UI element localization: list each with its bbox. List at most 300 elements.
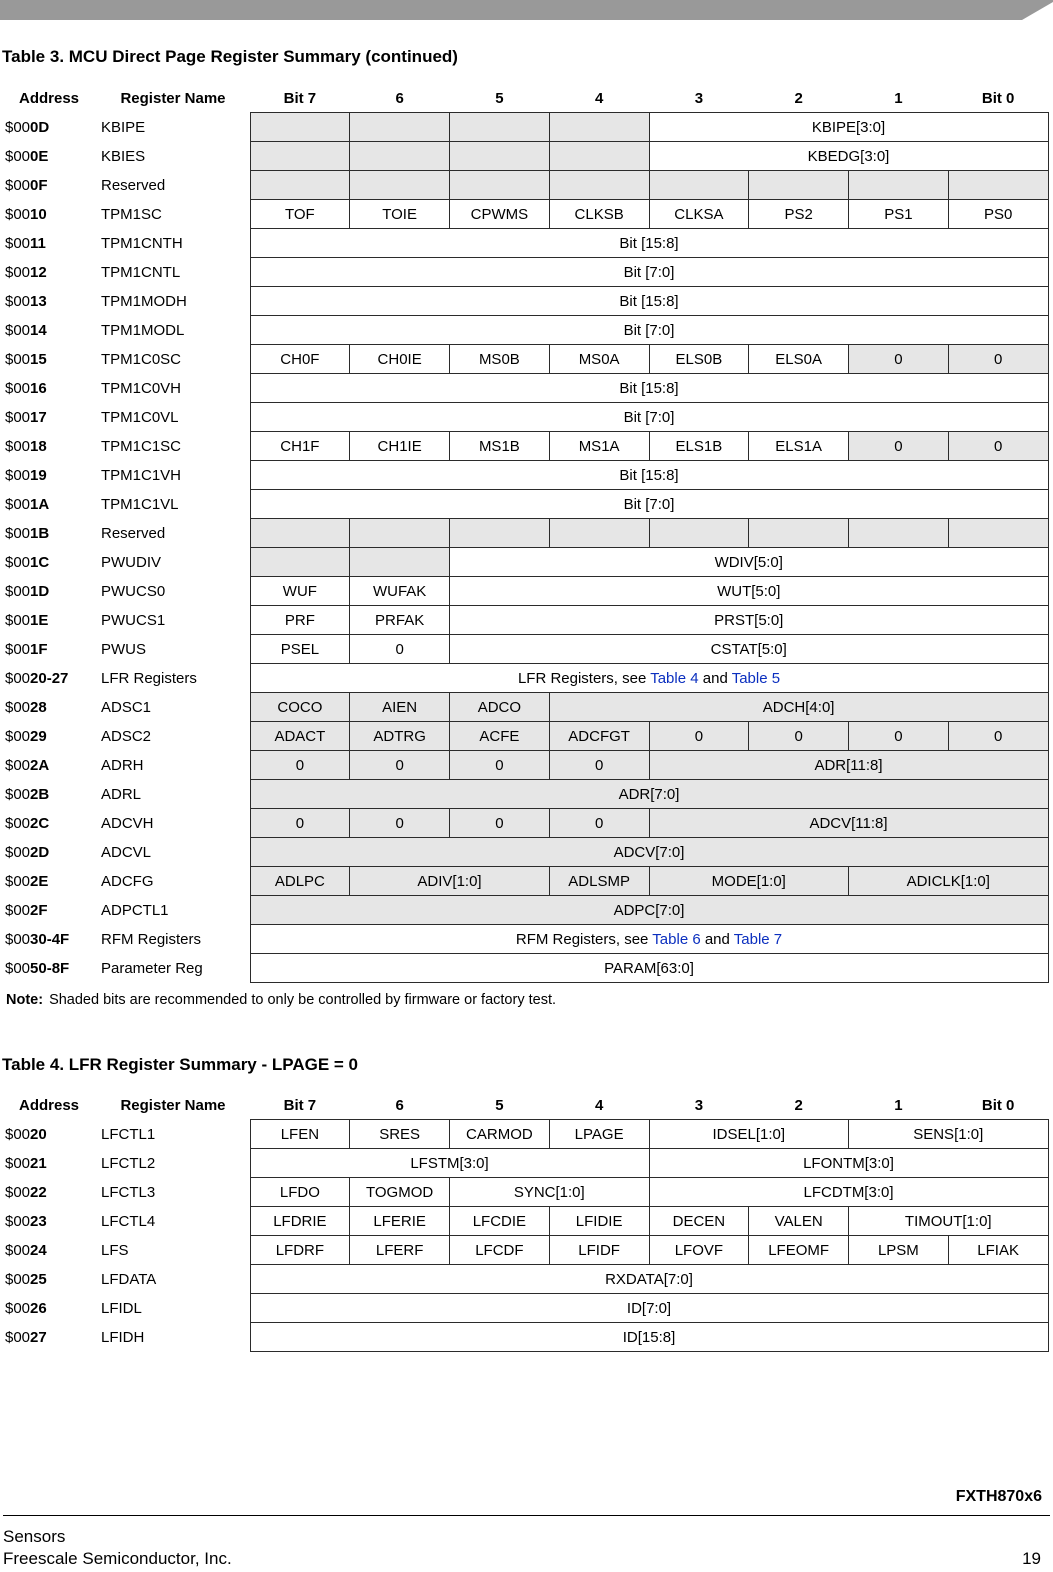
register-row bbox=[2, 519, 1048, 548]
bit-field: LFCDF bbox=[450, 1236, 550, 1265]
address-prefix: $00 bbox=[5, 872, 31, 890]
register-address bbox=[2, 606, 96, 635]
column-header: 5 bbox=[495, 1096, 504, 1114]
bit-field: 0 bbox=[350, 635, 450, 664]
bit-field bbox=[948, 519, 1048, 548]
bit-field: ID[7:0] bbox=[250, 1294, 1048, 1323]
column-header: 3 bbox=[694, 89, 704, 107]
register-name: KBIES bbox=[101, 147, 146, 165]
address-offset: 16 bbox=[30, 379, 47, 397]
table4-caption: Table 4. LFR Register Summary - LPAGE = 0 bbox=[2, 1055, 358, 1074]
bit-field: MS0A bbox=[549, 345, 649, 374]
bit-field: ADCH[4:0] bbox=[549, 693, 1048, 722]
address-prefix: $00 bbox=[5, 1125, 31, 1143]
register-row bbox=[2, 171, 1048, 200]
bit-field: ADCV[11:8] bbox=[649, 809, 1048, 838]
bit-field: ADICLK[1:0] bbox=[849, 867, 1049, 896]
register-address bbox=[2, 374, 96, 403]
bit-field: ELS0A bbox=[749, 345, 849, 374]
register-address bbox=[2, 1265, 96, 1294]
register-address bbox=[2, 490, 96, 519]
bit-field: LFCDIE bbox=[450, 1207, 550, 1236]
address-prefix: $00 bbox=[5, 756, 31, 774]
bit-field: LPAGE bbox=[549, 1120, 649, 1149]
bit-field: Bit [7:0] bbox=[250, 490, 1048, 519]
bit-field: 0 bbox=[250, 751, 350, 780]
address-prefix: $00 bbox=[5, 263, 31, 281]
register-address bbox=[2, 1323, 96, 1352]
bit-field: ADR[7:0] bbox=[250, 780, 1048, 809]
address-offset: 11 bbox=[30, 234, 46, 252]
address-prefix: $00 bbox=[5, 698, 31, 716]
register-row bbox=[2, 838, 1048, 867]
register-row bbox=[2, 403, 1048, 432]
bit-field: LFERIE bbox=[350, 1207, 450, 1236]
bit-field: LFDO bbox=[250, 1178, 350, 1207]
column-header: 4 bbox=[594, 1096, 604, 1114]
bit-field: CPWMS bbox=[450, 200, 550, 229]
bit-field: Bit [15:8] bbox=[250, 461, 1048, 490]
bit-field: KBEDG[3:0] bbox=[649, 142, 1048, 171]
address-offset: 2D bbox=[30, 843, 50, 861]
bit-field: 0 bbox=[250, 809, 350, 838]
bit-field bbox=[549, 171, 649, 200]
bit-field bbox=[749, 171, 849, 200]
register-name: PWUS bbox=[101, 640, 146, 658]
column-header: Bit 0 bbox=[981, 1096, 1015, 1114]
bit-field bbox=[350, 519, 450, 548]
register-row bbox=[2, 693, 1048, 722]
register-address bbox=[2, 142, 96, 171]
address-offset: 0D bbox=[30, 118, 50, 136]
address-prefix: $00 bbox=[5, 727, 31, 745]
bit-field bbox=[250, 548, 350, 577]
register-address bbox=[2, 751, 96, 780]
register-name: ADRL bbox=[101, 785, 142, 803]
column-header: 6 bbox=[395, 89, 404, 107]
bit-field bbox=[250, 664, 1048, 693]
table-reference-link[interactable]: Table 4 bbox=[650, 669, 699, 687]
bit-field-text: and bbox=[698, 669, 732, 687]
table3-caption: Table 3. MCU Direct Page Register Summary (continued) bbox=[2, 47, 458, 66]
register-row bbox=[2, 780, 1048, 809]
bit-field: 0 bbox=[450, 809, 550, 838]
address-offset: 27 bbox=[30, 1328, 47, 1346]
address-prefix: $00 bbox=[5, 466, 31, 484]
table-reference-link[interactable]: Table 6 bbox=[652, 930, 701, 948]
address-offset: 21 bbox=[30, 1154, 47, 1172]
register-name: TPM1CNTH bbox=[101, 234, 183, 252]
register-row bbox=[2, 1120, 1048, 1149]
bit-field: 0 bbox=[350, 809, 450, 838]
bit-field: CLKSA bbox=[649, 200, 749, 229]
register-address bbox=[2, 461, 96, 490]
address-offset: 1F bbox=[30, 640, 48, 658]
bit-field: AIEN bbox=[350, 693, 450, 722]
bit-field: 0 bbox=[350, 751, 450, 780]
bit-field bbox=[350, 171, 450, 200]
address-prefix: $00 bbox=[5, 1183, 31, 1201]
bit-field: ADTRG bbox=[350, 722, 450, 751]
address-offset: 2C bbox=[30, 814, 50, 832]
bit-field bbox=[948, 171, 1048, 200]
bit-field: PSEL bbox=[250, 635, 350, 664]
bit-field: TOF bbox=[250, 200, 350, 229]
bit-field: ELS1A bbox=[749, 432, 849, 461]
address-offset: 50-8F bbox=[30, 959, 70, 977]
bit-field: WDIV[5:0] bbox=[450, 548, 1049, 577]
register-name: TPM1C0VH bbox=[101, 379, 182, 397]
register-row bbox=[2, 722, 1048, 751]
register-name: LFCTL2 bbox=[101, 1154, 156, 1172]
address-offset: 1C bbox=[30, 553, 50, 571]
bit-field: PARAM[63:0] bbox=[250, 954, 1048, 983]
bit-field bbox=[250, 142, 350, 171]
address-offset: 2E bbox=[30, 872, 49, 890]
register-row bbox=[2, 664, 1048, 693]
register-name: ADCFG bbox=[101, 872, 154, 890]
register-name: LFIDH bbox=[101, 1328, 145, 1346]
address-offset: 14 bbox=[30, 321, 47, 339]
address-prefix: $00 bbox=[5, 930, 31, 948]
bit-field bbox=[350, 142, 450, 171]
bit-field: 0 bbox=[849, 722, 949, 751]
register-name: LFCTL1 bbox=[101, 1125, 156, 1143]
register-name: LFS bbox=[101, 1241, 129, 1259]
column-header: Bit 7 bbox=[283, 1096, 317, 1114]
register-row bbox=[2, 1236, 1048, 1265]
note-label: Note: bbox=[6, 992, 44, 1008]
register-name: ADCVH bbox=[101, 814, 154, 832]
address-prefix: $00 bbox=[5, 205, 31, 223]
bit-field bbox=[649, 171, 749, 200]
address-prefix: $00 bbox=[5, 1299, 31, 1317]
column-header: Bit 7 bbox=[283, 89, 317, 107]
bit-field: Bit [15:8] bbox=[250, 229, 1048, 258]
address-offset: 1E bbox=[30, 611, 49, 629]
address-prefix: $00 bbox=[5, 176, 31, 194]
address-prefix: $00 bbox=[5, 669, 31, 687]
bit-field: LPSM bbox=[849, 1236, 949, 1265]
register-name: LFIDL bbox=[101, 1299, 142, 1317]
bit-field: ELS1B bbox=[649, 432, 749, 461]
bit-field: CH1F bbox=[250, 432, 350, 461]
bit-field: CH0IE bbox=[350, 345, 450, 374]
bit-field: 0 bbox=[450, 751, 550, 780]
bit-field bbox=[649, 519, 749, 548]
register-address bbox=[2, 896, 96, 925]
address-prefix: $00 bbox=[5, 1328, 31, 1346]
register-row bbox=[2, 1149, 1048, 1178]
bit-field: 0 bbox=[948, 722, 1048, 751]
register-address bbox=[2, 722, 96, 751]
bit-field: LFSTM[3:0] bbox=[250, 1149, 649, 1178]
bit-field: TOGMOD bbox=[350, 1178, 450, 1207]
address-prefix: $00 bbox=[5, 379, 31, 397]
bit-field: WUT[5:0] bbox=[450, 577, 1049, 606]
bit-field bbox=[450, 519, 550, 548]
bit-field: ADR[11:8] bbox=[649, 751, 1048, 780]
register-row bbox=[2, 606, 1048, 635]
address-prefix: $00 bbox=[5, 1154, 31, 1172]
register-address bbox=[2, 229, 96, 258]
register-address bbox=[2, 693, 96, 722]
register-address bbox=[2, 403, 96, 432]
register-row bbox=[2, 258, 1048, 287]
register-name: RFM Registers bbox=[101, 930, 202, 948]
address-prefix: $00 bbox=[5, 118, 31, 136]
register-row bbox=[2, 1294, 1048, 1323]
bit-field: ADPC[7:0] bbox=[250, 896, 1048, 925]
register-address bbox=[2, 577, 96, 606]
bit-field: MODE[1:0] bbox=[649, 867, 849, 896]
register-name: LFDATA bbox=[101, 1270, 157, 1288]
bit-field: LFERF bbox=[350, 1236, 450, 1265]
address-offset: 28 bbox=[30, 698, 47, 716]
register-name: LFR Registers bbox=[101, 669, 197, 687]
address-prefix: $00 bbox=[5, 524, 31, 542]
address-offset: 0E bbox=[30, 147, 49, 165]
column-header: 6 bbox=[395, 1096, 404, 1114]
bit-field bbox=[250, 113, 350, 142]
register-address bbox=[2, 258, 96, 287]
bit-field: ADCV[7:0] bbox=[250, 838, 1048, 867]
address-prefix: $00 bbox=[5, 350, 31, 368]
bit-field bbox=[250, 519, 350, 548]
bit-field-text: RFM Registers, see bbox=[515, 930, 653, 948]
register-name: TPM1MODL bbox=[101, 321, 185, 339]
bit-field: PRF bbox=[250, 606, 350, 635]
bit-field: ADACT bbox=[250, 722, 350, 751]
register-address bbox=[2, 1149, 96, 1178]
register-name: KBIPE bbox=[101, 118, 146, 136]
column-header: 1 bbox=[894, 89, 903, 107]
bit-field: VALEN bbox=[749, 1207, 849, 1236]
address-prefix: $00 bbox=[5, 1241, 31, 1259]
register-row bbox=[2, 925, 1048, 954]
bit-field: DECEN bbox=[649, 1207, 749, 1236]
address-prefix: $00 bbox=[5, 901, 31, 919]
register-address bbox=[2, 664, 96, 693]
register-address bbox=[2, 432, 96, 461]
register-name: TPM1CNTL bbox=[101, 263, 181, 281]
bit-field: ELS0B bbox=[649, 345, 749, 374]
bit-field bbox=[350, 548, 450, 577]
bit-field-text: and bbox=[700, 930, 734, 948]
bit-field: Bit [15:8] bbox=[250, 374, 1048, 403]
register-row bbox=[2, 577, 1048, 606]
bit-field: MS1B bbox=[450, 432, 550, 461]
bit-field: CARMOD bbox=[450, 1120, 550, 1149]
footer-document-id: FXTH870x6 bbox=[955, 1488, 1042, 1505]
bit-field: ADCO bbox=[450, 693, 550, 722]
register-address bbox=[2, 1236, 96, 1265]
register-name: ADRH bbox=[101, 756, 144, 774]
address-prefix: $00 bbox=[5, 640, 31, 658]
bit-field: MS0B bbox=[450, 345, 550, 374]
address-offset: 1D bbox=[30, 582, 50, 600]
address-prefix: $00 bbox=[5, 147, 31, 165]
bit-field bbox=[849, 171, 949, 200]
register-name: PWUCS0 bbox=[101, 582, 166, 600]
bit-field: KBIPE[3:0] bbox=[649, 113, 1048, 142]
register-name: TPM1MODH bbox=[101, 292, 187, 310]
column-header: Bit 0 bbox=[981, 89, 1015, 107]
register-address bbox=[2, 954, 96, 983]
table4-header-row bbox=[2, 1091, 1048, 1120]
footer-divider bbox=[3, 1515, 1050, 1516]
address-prefix: $00 bbox=[5, 1270, 31, 1288]
register-name: ADCVL bbox=[101, 843, 152, 861]
bit-field: ADIV[1:0] bbox=[350, 867, 550, 896]
register-name: ADSC2 bbox=[101, 727, 152, 745]
register-name: ADPCTL1 bbox=[101, 901, 169, 919]
column-header: Register Name bbox=[120, 1096, 226, 1114]
address-offset: 19 bbox=[30, 466, 47, 484]
register-name: Reserved bbox=[101, 524, 166, 542]
column-header: 5 bbox=[495, 89, 504, 107]
address-prefix: $00 bbox=[5, 814, 31, 832]
address-offset: 2B bbox=[30, 785, 50, 803]
register-name: LFCTL3 bbox=[101, 1183, 156, 1201]
bit-field: ADCFGT bbox=[549, 722, 649, 751]
register-name: LFCTL4 bbox=[101, 1212, 156, 1230]
footer-line-1: Sensors bbox=[3, 1527, 66, 1546]
bit-field bbox=[450, 171, 550, 200]
register-address bbox=[2, 287, 96, 316]
register-row bbox=[2, 490, 1048, 519]
bit-field: LFIAK bbox=[948, 1236, 1048, 1265]
bit-field: LFEOMF bbox=[749, 1236, 849, 1265]
address-offset: 2A bbox=[30, 756, 50, 774]
column-header: 4 bbox=[594, 89, 604, 107]
register-row bbox=[2, 229, 1048, 258]
register-name: TPM1C1VH bbox=[101, 466, 182, 484]
register-row bbox=[2, 113, 1048, 142]
bit-field: CH1IE bbox=[350, 432, 450, 461]
register-name: TPM1SC bbox=[101, 205, 162, 223]
register-address bbox=[2, 316, 96, 345]
register-name: PWUDIV bbox=[101, 553, 161, 571]
address-offset: 23 bbox=[30, 1212, 47, 1230]
bit-field: PRFAK bbox=[350, 606, 450, 635]
register-address bbox=[2, 1294, 96, 1323]
bit-field: 0 bbox=[849, 345, 949, 374]
bit-field: LFIDF bbox=[549, 1236, 649, 1265]
bit-field: CSTAT[5:0] bbox=[450, 635, 1049, 664]
bit-field: LFONTM[3:0] bbox=[649, 1149, 1048, 1178]
address-offset: 26 bbox=[30, 1299, 47, 1317]
bit-field: 0 bbox=[649, 722, 749, 751]
register-row bbox=[2, 751, 1048, 780]
bit-field: MS1A bbox=[549, 432, 649, 461]
bit-field: LFDRIE bbox=[250, 1207, 350, 1236]
address-offset: 10 bbox=[30, 205, 47, 223]
bit-field: WUF bbox=[250, 577, 350, 606]
bit-field: PS1 bbox=[849, 200, 949, 229]
register-address bbox=[2, 925, 96, 954]
table-reference-link[interactable]: Table 5 bbox=[731, 669, 781, 687]
address-prefix: $00 bbox=[5, 582, 31, 600]
register-address bbox=[2, 200, 96, 229]
register-address bbox=[2, 780, 96, 809]
address-prefix: $00 bbox=[5, 408, 31, 426]
register-row bbox=[2, 432, 1048, 461]
address-offset: 0F bbox=[30, 176, 48, 194]
bit-field: 0 bbox=[549, 809, 649, 838]
address-offset: 22 bbox=[30, 1183, 47, 1201]
bit-field bbox=[549, 113, 649, 142]
register-row bbox=[2, 809, 1048, 838]
bit-field bbox=[849, 519, 949, 548]
register-address bbox=[2, 1120, 96, 1149]
register-row bbox=[2, 1265, 1048, 1294]
register-address bbox=[2, 635, 96, 664]
column-header: Register Name bbox=[120, 89, 226, 107]
register-row bbox=[2, 461, 1048, 490]
address-offset: 18 bbox=[30, 437, 47, 455]
bit-field: LFIDIE bbox=[549, 1207, 649, 1236]
bit-field: RXDATA[7:0] bbox=[250, 1265, 1048, 1294]
bit-field: 0 bbox=[948, 345, 1048, 374]
bit-field bbox=[250, 925, 1048, 954]
bit-field: LFCDTM[3:0] bbox=[649, 1178, 1048, 1207]
note-text: Shaded bits are recommended to only be controlled by firmware or factory test. bbox=[49, 992, 557, 1008]
register-address bbox=[2, 867, 96, 896]
bit-field: CH0F bbox=[250, 345, 350, 374]
register-row bbox=[2, 867, 1048, 896]
bit-field bbox=[749, 519, 849, 548]
table-reference-link[interactable]: Table 7 bbox=[733, 930, 783, 948]
register-address bbox=[2, 838, 96, 867]
column-header: Address bbox=[18, 1096, 80, 1114]
bit-field: LFOVF bbox=[649, 1236, 749, 1265]
bit-field: PRST[5:0] bbox=[450, 606, 1049, 635]
register-address bbox=[2, 519, 96, 548]
bit-field: Bit [7:0] bbox=[250, 403, 1048, 432]
bit-field: SYNC[1:0] bbox=[450, 1178, 650, 1207]
column-header: 1 bbox=[894, 1096, 903, 1114]
bit-field: ADLSMP bbox=[549, 867, 649, 896]
register-row bbox=[2, 896, 1048, 925]
address-prefix: $00 bbox=[5, 1212, 31, 1230]
bit-field: 0 bbox=[549, 751, 649, 780]
column-header: 2 bbox=[794, 89, 803, 107]
address-prefix: $00 bbox=[5, 234, 31, 252]
bit-field bbox=[450, 142, 550, 171]
column-header: 3 bbox=[694, 1096, 704, 1114]
footer-line-2: Freescale Semiconductor, Inc. bbox=[3, 1549, 232, 1568]
bit-field: LFEN bbox=[250, 1120, 350, 1149]
register-address bbox=[2, 548, 96, 577]
header-bar bbox=[0, 0, 1053, 20]
address-prefix: $00 bbox=[5, 843, 31, 861]
page-number: 19 bbox=[1022, 1549, 1041, 1568]
address-offset: 13 bbox=[30, 292, 47, 310]
address-offset: 20 bbox=[30, 1125, 47, 1143]
bit-field: ID[15:8] bbox=[250, 1323, 1048, 1352]
address-offset: 15 bbox=[30, 350, 47, 368]
address-prefix: $00 bbox=[5, 959, 31, 977]
bit-field: PS2 bbox=[749, 200, 849, 229]
register-row bbox=[2, 287, 1048, 316]
bit-field: LFDRF bbox=[250, 1236, 350, 1265]
register-name: TPM1C0VL bbox=[101, 408, 179, 426]
register-name: Reserved bbox=[101, 176, 166, 194]
address-offset: 20-27 bbox=[30, 669, 69, 687]
shading-note bbox=[6, 992, 556, 1008]
bit-field: TOIE bbox=[350, 200, 450, 229]
